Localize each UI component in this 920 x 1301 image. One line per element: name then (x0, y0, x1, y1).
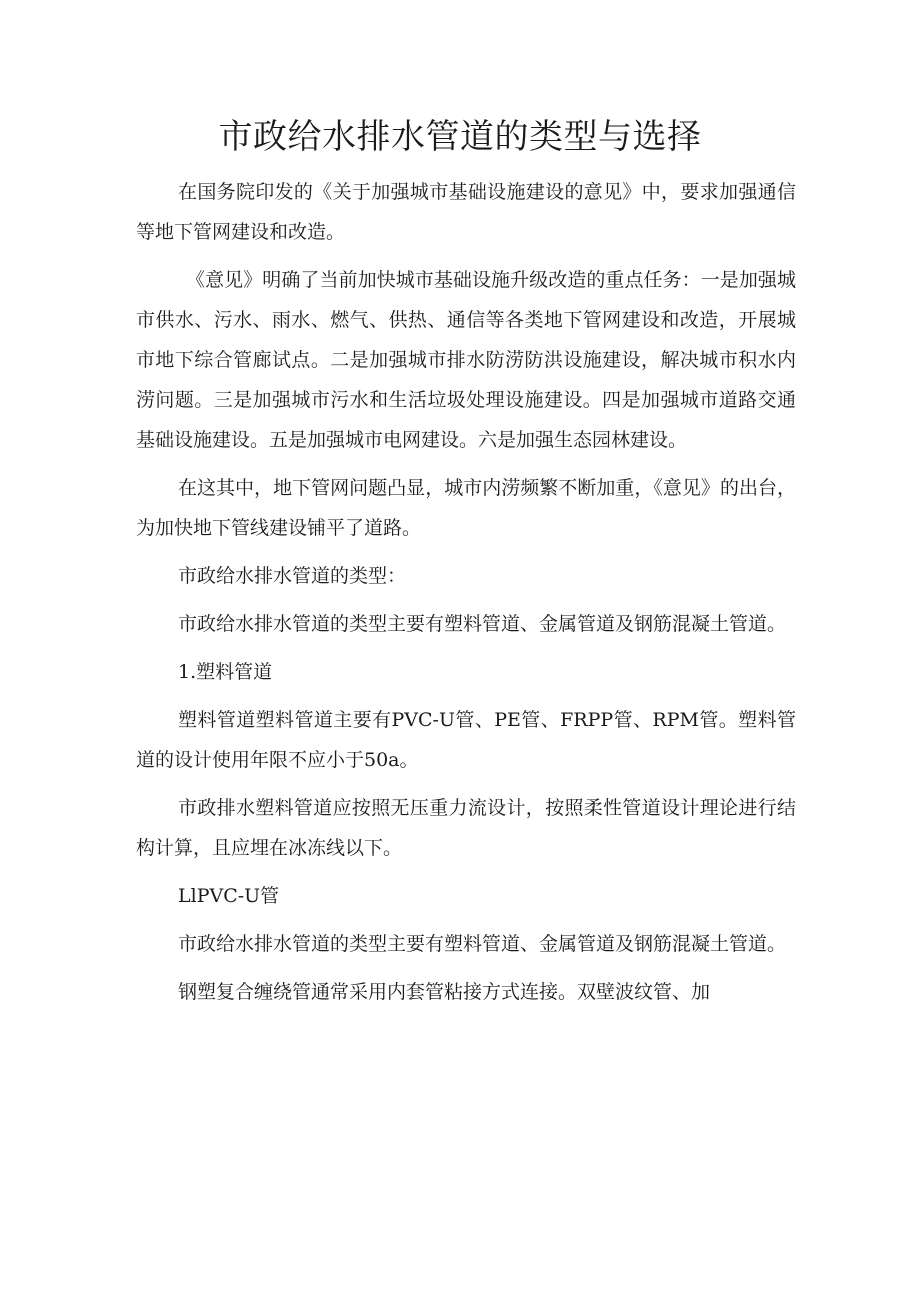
section-heading-types: 市政给水排水管道的类型： (178, 565, 407, 587)
document-title: 市政给水排水管道的类型与选择 (218, 117, 702, 157)
paragraph-2: 《意见》明确了当前加快城市基础设施升级改造的重点任务：一是加强城市供水、污水、雨水、燃气、供热、通信等各类地下管网建设和改造，开展城市地下综合管廊试点。二是加强城市排水防涝防洪设施建设，解决城市积水内涝问题。三是加强城市污水和生活垃圾处理设施建设。四是加强城市道路交通基础设施建设。五是加强城市电网建设。六是加强生态园林建设。 (136, 269, 796, 451)
paragraph-7: 塑料管道塑料管道主要有PVC-U管、PE管、FRPP管、RPM管。塑料管道的设计使用年限不应小于50a。 (136, 709, 796, 771)
paragraph-3: 在这其中，地下管网问题凸显，城市内涝频繁不断加重，《意见》的出台，为加快地下管线建设铺平了道路。 (136, 477, 796, 539)
paragraph-11: 钢塑复合缠绕管通常采用内套管粘接方式连接。双壁波纹管、加 (178, 981, 711, 1003)
subsection-heading-plastic-pipes: 1.塑料管道 (178, 661, 273, 683)
paragraph-8: 市政排水塑料管道应按照无压重力流设计，按照柔性管道设计理论进行结构计算，且应埋在冰冻线以下。 (136, 797, 796, 859)
paragraph-5: 市政给水排水管道的类型主要有塑料管道、金属管道及钢筋混凝土管道。 (178, 613, 787, 635)
paragraph-10: 市政给水排水管道的类型主要有塑料管道、金属管道及钢筋混凝土管道。 (178, 933, 787, 955)
subsection-heading-pvcu: LlPVC-U管 (178, 885, 280, 907)
paragraph-1: 在国务院印发的《关于加强城市基础设施建设的意见》中，要求加强通信等地下管网建设和改造。 (136, 181, 796, 243)
document-body (136, 172, 796, 1020)
